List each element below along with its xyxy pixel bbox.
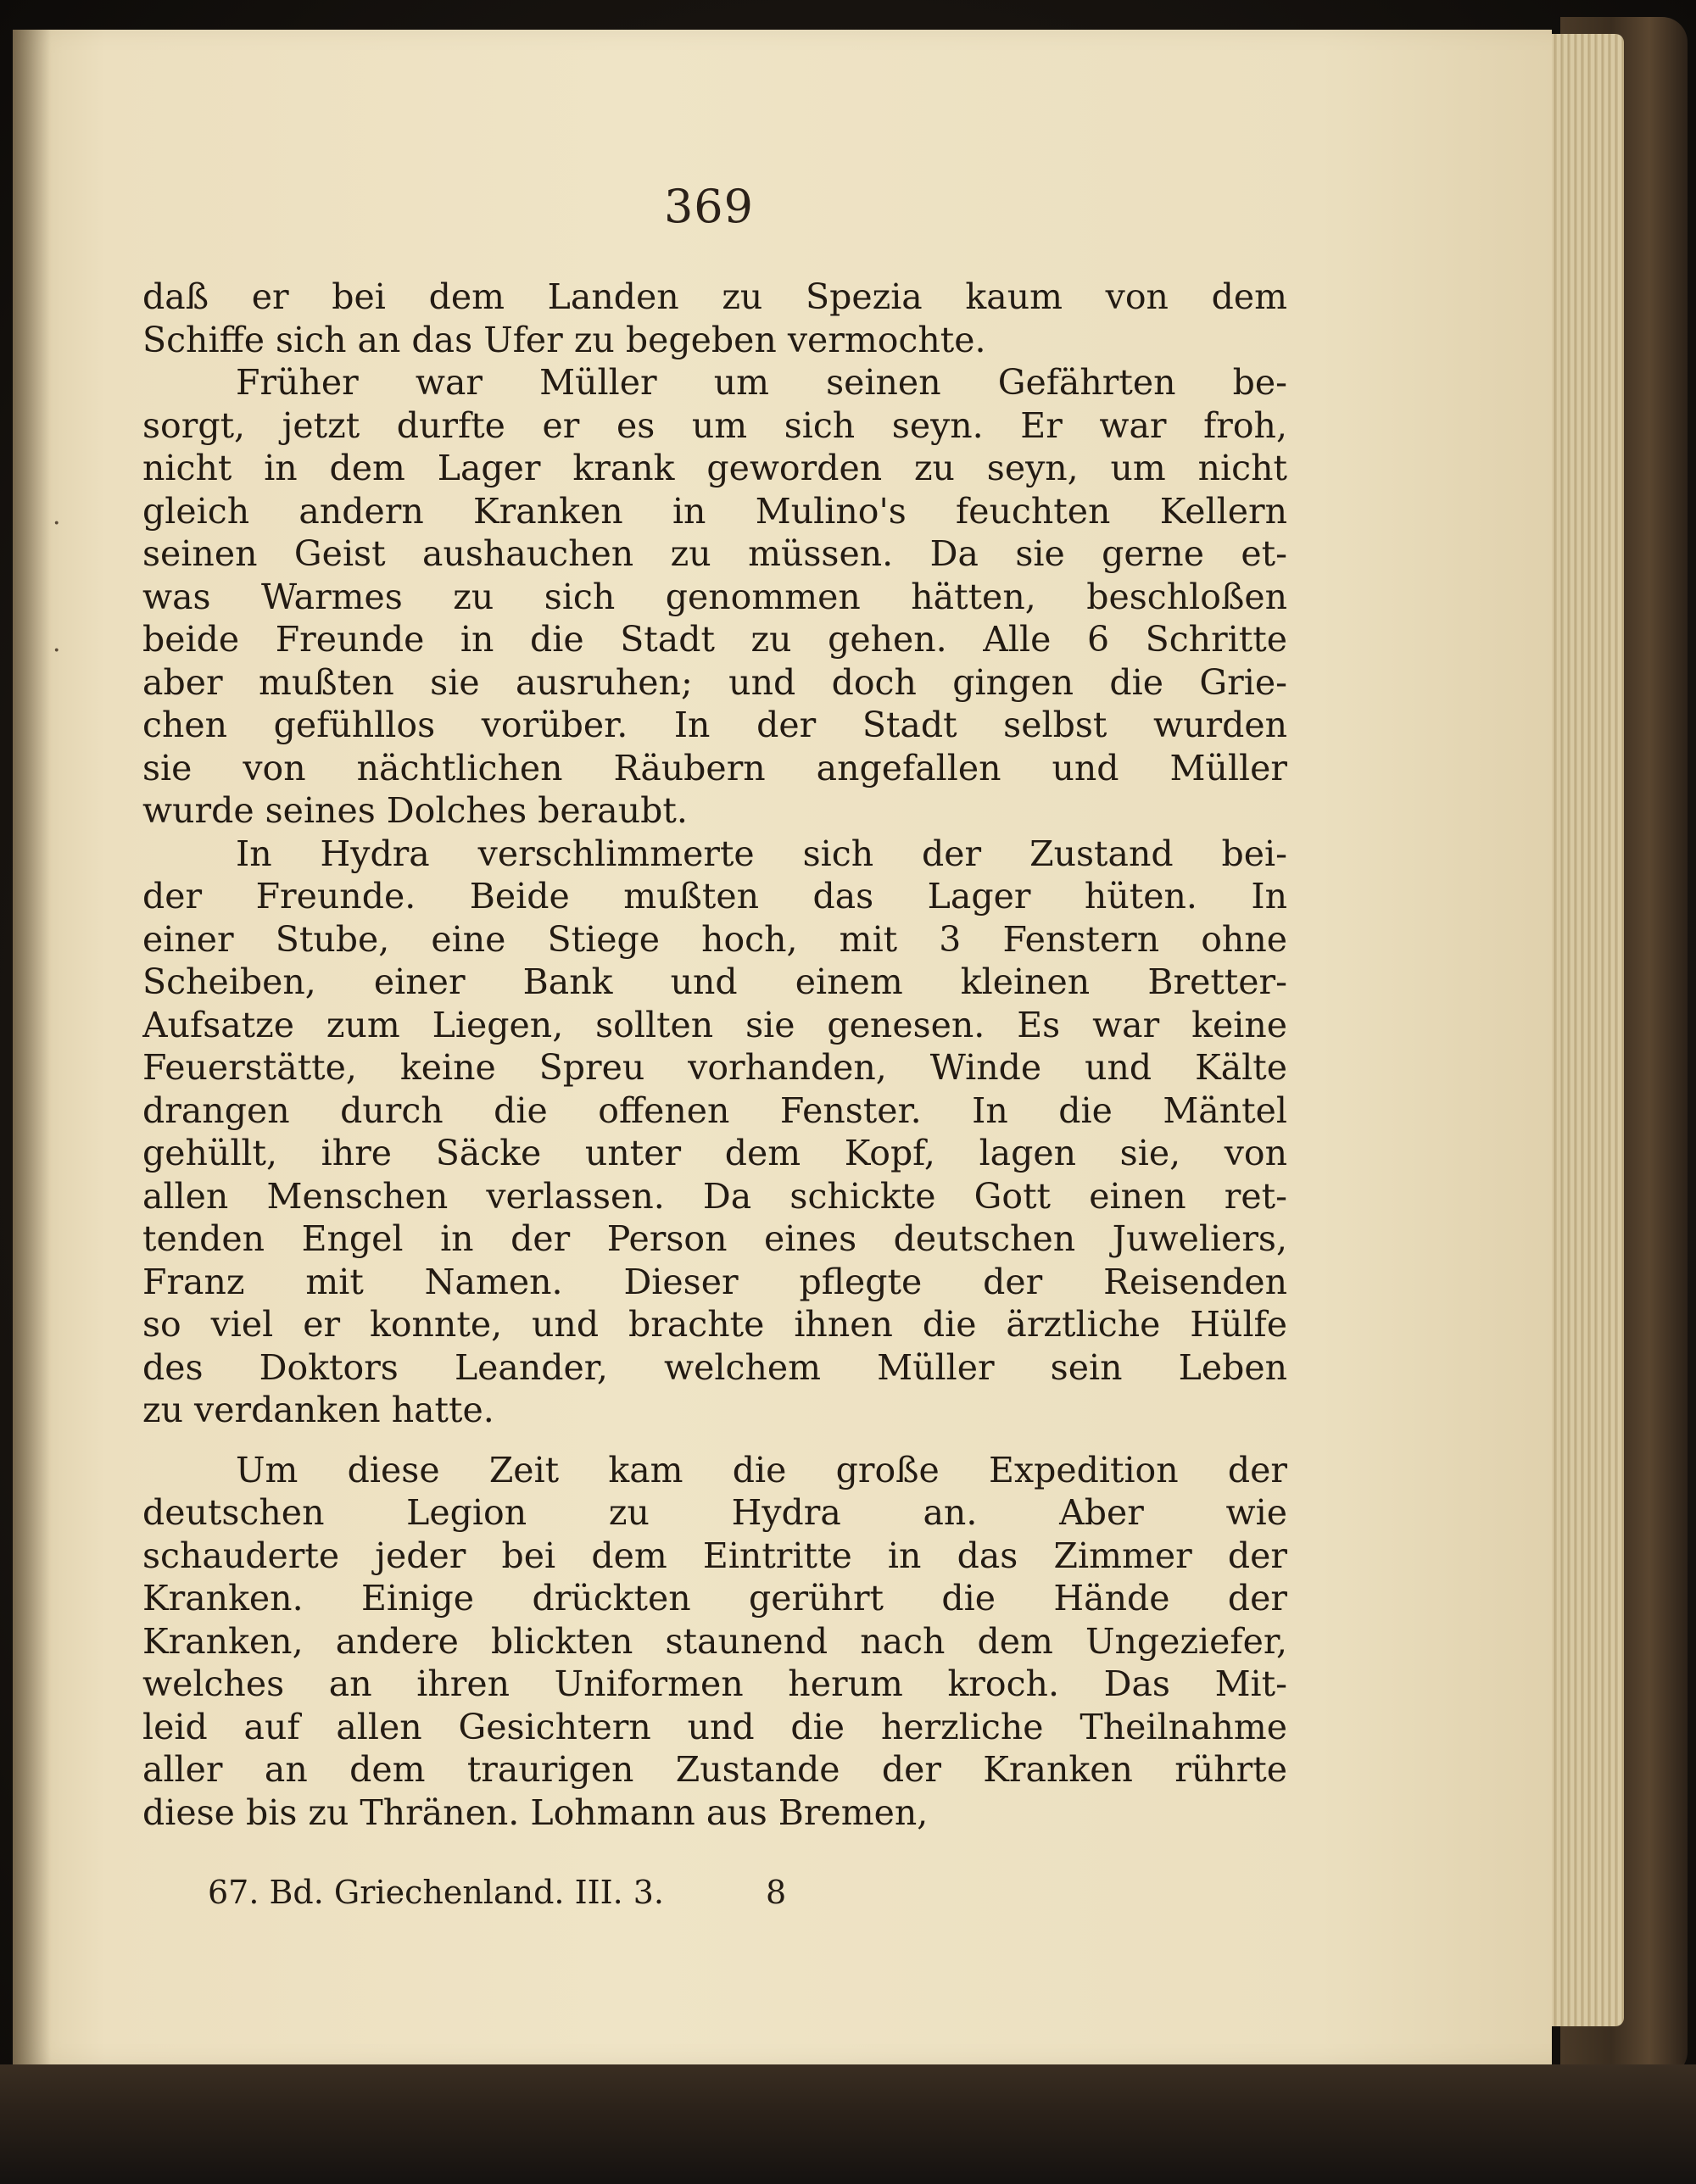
- paragraph: [142, 361, 1287, 833]
- paragraph-gap: [142, 1432, 1287, 1449]
- binding-bottom: [0, 2064, 1696, 2184]
- text-line: aller an dem traurigen Zustande der Kranken rührte: [142, 1749, 1287, 1790]
- text-line: In Hydra verschlimmerte sich der Zustand bei-: [236, 833, 1287, 874]
- page-stack-edges: [1543, 34, 1624, 2026]
- text-line: Kranken. Einige drückten gerührt die Hände der: [142, 1578, 1287, 1618]
- text-line: aber mußten sie ausruhen; und doch gingen die Grie-: [142, 661, 1287, 703]
- page-footer: [208, 1874, 971, 1911]
- text-line: sie von nächtlichen Räubern angefallen und Müller: [142, 747, 1287, 788]
- text-line: der Freunde. Beide mußten das Lager hüten. In: [142, 876, 1287, 916]
- text-line: welches an ihren Uniformen herum kroch. Das Mit-: [142, 1663, 1287, 1704]
- text-line: was Warmes zu sich genommen hätten, beschloßen: [142, 576, 1287, 617]
- text-line: wurde seines Dolches beraubt.: [142, 790, 688, 831]
- text-line: gleich andern Kranken in Mulino's feuchten Kellern: [142, 490, 1287, 532]
- paragraph: [142, 1449, 1287, 1835]
- body-text: [142, 276, 1287, 1834]
- text-line: leid auf allen Gesichtern und die herzliche Theilnahme: [142, 1706, 1287, 1747]
- text-line: diese bis zu Thränen. Lohmann aus Bremen,: [142, 1791, 929, 1833]
- paragraph: [142, 833, 1287, 1432]
- text-line: tenden Engel in der Person eines deutschen Juweliers,: [142, 1218, 1287, 1259]
- text-line: Um diese Zeit kam die große Expedition der: [236, 1449, 1287, 1490]
- text-line: drangen durch die offenen Fenster. In die Mäntel: [142, 1089, 1287, 1131]
- text-line: daß er bei dem Landen zu Spezia kaum von dem: [142, 276, 1287, 317]
- text-line: des Doktors Leander, welchem Müller sein Leben: [142, 1346, 1287, 1388]
- margin-mark: ·: [53, 636, 61, 666]
- page-number: 369: [663, 180, 755, 233]
- text-line: Früher war Müller um seinen Gefährten be-: [236, 362, 1287, 403]
- text-line: so viel er konnte, und brachte ihnen die ärztliche Hülfe: [142, 1304, 1287, 1345]
- margin-mark: ·: [53, 509, 61, 538]
- text-line: chen gefühllos vorüber. In der Stadt selbst wurden: [142, 705, 1287, 745]
- paragraph: [142, 276, 1287, 361]
- text-line: seinen Geist aushauchen zu müssen. Da sie gerne et-: [142, 533, 1287, 574]
- text-line: deutschen Legion zu Hydra an. Aber wie: [142, 1492, 1287, 1533]
- text-line: allen Menschen verlassen. Da schickte Gott einen ret-: [142, 1175, 1287, 1217]
- text-line: einer Stube, eine Stiege hoch, mit 3 Fenstern ohne: [142, 918, 1287, 960]
- text-line: gehüllt, ihre Säcke unter dem Kopf, lagen sie, von: [142, 1133, 1287, 1173]
- text-line: schauderte jeder bei dem Eintritte in das Zimmer der: [142, 1535, 1287, 1576]
- footer-signature-mark: 8: [766, 1874, 787, 1911]
- footer-volume-title: 67. Bd. Griechenland. III. 3.: [208, 1874, 665, 1911]
- text-line: Kranken, andere blickten staunend nach dem Ungeziefer,: [142, 1620, 1287, 1662]
- text-line: beide Freunde in die Stadt zu gehen. Alle 6 Schritte: [142, 619, 1287, 660]
- gutter-shadow: [13, 30, 51, 2064]
- text-line: Franz mit Namen. Dieser pflegte der Reisenden: [142, 1261, 1287, 1302]
- text-line: Feuerstätte, keine Spreu vorhanden, Winde und Kälte: [142, 1047, 1287, 1088]
- text-line: Schiffe sich an das Ufer zu begeben vermochte.: [142, 319, 986, 360]
- text-line: Aufsatze zum Liegen, sollten sie genesen. Es war keine: [142, 1004, 1287, 1045]
- text-line: sorgt, jetzt durfte er es um sich seyn. Er war froh,: [142, 404, 1287, 446]
- text-line: Scheiben, einer Bank und einem kleinen Bretter-: [142, 961, 1287, 1002]
- text-line: nicht in dem Lager krank geworden zu seyn, um nicht: [142, 448, 1287, 488]
- text-line: zu verdanken hatte.: [142, 1390, 494, 1430]
